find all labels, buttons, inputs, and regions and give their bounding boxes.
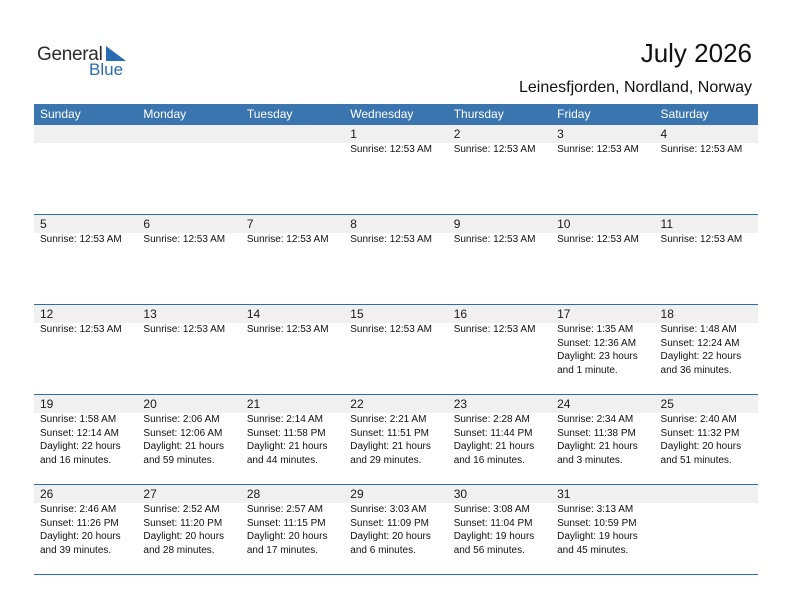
sun-info-line: and 51 minutes. bbox=[660, 454, 732, 466]
sun-info-line: Daylight: 20 hours bbox=[350, 531, 431, 542]
sun-info-line: and 16 minutes. bbox=[40, 454, 112, 466]
sun-info-line: Daylight: 21 hours bbox=[246, 441, 328, 452]
day-number: 23 bbox=[453, 397, 468, 411]
sun-info-line: Sunset: 11:04 PM bbox=[453, 517, 533, 529]
day-cell bbox=[34, 215, 137, 304]
week-row bbox=[34, 215, 758, 305]
day-cell bbox=[655, 215, 758, 304]
day-number: 16 bbox=[453, 307, 468, 321]
sun-info-line: Daylight: 23 hours bbox=[557, 351, 638, 362]
day-cell bbox=[344, 305, 447, 394]
sun-info-line: Daylight: 21 hours bbox=[350, 441, 431, 452]
sun-info-line: Sunset: 11:26 PM bbox=[40, 517, 119, 529]
weekday-wednesday: Wednesday bbox=[350, 107, 414, 121]
day-number: 22 bbox=[350, 397, 364, 411]
day-cell bbox=[137, 305, 240, 394]
sun-info-line: Sunrise: 12:53 AM bbox=[453, 324, 536, 335]
sun-info-line: Sunrise: 12:53 AM bbox=[557, 144, 639, 155]
weekday-thursday: Thursday bbox=[453, 107, 504, 121]
sun-info-line: and 29 minutes. bbox=[350, 454, 422, 466]
day-number: 8 bbox=[350, 217, 357, 231]
sun-info-line: Daylight: 19 hours bbox=[453, 531, 535, 542]
day-cell bbox=[137, 125, 240, 214]
sun-info-line: Sunrise: 2:06 AM bbox=[143, 414, 220, 425]
sun-info-line: Daylight: 21 hours bbox=[557, 441, 638, 452]
day-cell bbox=[34, 125, 137, 214]
sun-info-line: Sunrise: 1:58 AM bbox=[40, 414, 117, 425]
logo-triangle-icon bbox=[106, 46, 126, 61]
sun-info-line: Sunset: 11:20 PM bbox=[143, 517, 223, 529]
day-number: 1 bbox=[350, 127, 357, 141]
sun-info-line: Sunset: 12:06 AM bbox=[143, 427, 223, 439]
day-number: 3 bbox=[557, 127, 564, 141]
day-number: 11 bbox=[660, 217, 673, 231]
generalblue-logo bbox=[37, 44, 137, 80]
sun-info-line: Sunset: 12:24 AM bbox=[660, 337, 740, 349]
sun-info-line: Sunset: 11:15 PM bbox=[246, 517, 326, 529]
sun-info-line: Daylight: 21 hours bbox=[143, 441, 225, 452]
sun-info-line: Daylight: 22 hours bbox=[660, 351, 742, 362]
day-number: 24 bbox=[557, 397, 571, 411]
sun-info-line: Sunrise: 12:53 AM bbox=[143, 324, 226, 335]
day-number: 30 bbox=[453, 487, 468, 501]
day-cell bbox=[448, 215, 551, 304]
calendar-grid bbox=[34, 104, 758, 575]
day-cell bbox=[241, 395, 344, 484]
weekday-monday: Monday bbox=[143, 107, 187, 121]
sun-info-line: Sunrise: 12:53 AM bbox=[246, 324, 329, 335]
week-row bbox=[34, 395, 758, 485]
day-cell bbox=[241, 215, 344, 304]
day-cell bbox=[551, 125, 654, 214]
day-cell bbox=[344, 395, 447, 484]
day-number: 28 bbox=[246, 487, 261, 501]
weeks-container bbox=[34, 125, 758, 575]
sun-info-line: Sunrise: 12:53 AM bbox=[350, 234, 432, 245]
sun-info-line: Daylight: 20 hours bbox=[40, 531, 121, 542]
sun-info-line: Sunrise: 2:14 AM bbox=[246, 414, 323, 425]
day-cell bbox=[241, 125, 344, 214]
day-cell bbox=[344, 485, 447, 574]
day-cell bbox=[551, 395, 654, 484]
sun-info-line: and 16 minutes. bbox=[453, 454, 525, 466]
day-number: 25 bbox=[660, 397, 674, 411]
sun-info-line: Sunset: 11:51 PM bbox=[350, 427, 430, 439]
sun-info-line: Daylight: 19 hours bbox=[557, 531, 638, 542]
day-cell bbox=[448, 485, 551, 574]
day-cell bbox=[655, 395, 758, 484]
day-cell bbox=[137, 395, 240, 484]
sun-info-line: and 45 minutes. bbox=[557, 544, 629, 556]
day-number: 2 bbox=[453, 127, 461, 141]
logo-text-general: General bbox=[37, 44, 103, 65]
day-number: 9 bbox=[453, 217, 461, 231]
sun-info-line: Sunrise: 2:40 AM bbox=[660, 414, 737, 425]
week-row bbox=[34, 125, 758, 215]
day-cell bbox=[241, 305, 344, 394]
weekday-tuesday: Tuesday bbox=[246, 107, 293, 121]
day-cell bbox=[655, 305, 758, 394]
day-number: 4 bbox=[660, 127, 668, 141]
sun-info-line: Daylight: 20 hours bbox=[246, 531, 328, 542]
sun-info-line: and 56 minutes. bbox=[453, 544, 525, 556]
day-cell bbox=[344, 215, 447, 304]
sun-info-line: Daylight: 22 hours bbox=[40, 441, 121, 452]
sun-info-line: Sunset: 11:58 PM bbox=[246, 427, 326, 439]
day-cell bbox=[34, 305, 137, 394]
day-number: 14 bbox=[246, 307, 261, 321]
sun-info-line: and 17 minutes. bbox=[246, 544, 319, 556]
sun-info-line: Sunrise: 3:03 AM bbox=[350, 504, 427, 515]
day-cell bbox=[344, 125, 447, 214]
day-cell bbox=[448, 305, 551, 394]
day-cell bbox=[551, 485, 654, 574]
sun-info-line: Sunset: 11:38 PM bbox=[557, 427, 636, 439]
day-number: 7 bbox=[246, 217, 254, 231]
sun-info-line: and 44 minutes. bbox=[246, 454, 319, 466]
sun-info-line: Daylight: 21 hours bbox=[453, 441, 535, 452]
day-cell bbox=[551, 305, 654, 394]
sun-info-line: Sunrise: 1:35 AM bbox=[557, 324, 634, 335]
sun-info-line: Sunrise: 12:53 AM bbox=[453, 144, 536, 155]
logo-text-blue: Blue bbox=[89, 60, 124, 79]
sun-info-line: and 3 minutes. bbox=[557, 454, 623, 466]
day-number: 6 bbox=[143, 217, 151, 231]
day-number: 13 bbox=[143, 307, 157, 321]
weekday-saturday: Saturday bbox=[660, 107, 709, 121]
sun-info-line: Sunrise: 12:53 AM bbox=[40, 324, 122, 335]
sun-info-line: Sunrise: 12:53 AM bbox=[557, 234, 639, 245]
sun-info-line: Sunset: 12:14 AM bbox=[40, 427, 119, 439]
sun-info-line: Sunrise: 1:48 AM bbox=[660, 324, 737, 335]
sun-info-line: Sunrise: 3:13 AM bbox=[557, 504, 634, 515]
day-number: 21 bbox=[246, 397, 261, 411]
sun-info-line: Sunrise: 12:53 AM bbox=[350, 144, 432, 155]
sun-info-line: Sunrise: 12:53 AM bbox=[453, 234, 536, 245]
sun-info-line: Sunrise: 2:34 AM bbox=[557, 414, 634, 425]
sun-info-line: Sunrise: 2:57 AM bbox=[246, 504, 323, 515]
weekday-friday: Friday bbox=[557, 107, 591, 121]
sun-info-line: Sunrise: 12:53 AM bbox=[660, 234, 743, 245]
sun-info-line: Sunset: 11:09 PM bbox=[350, 517, 430, 529]
sun-info-line: Sunset: 11:32 PM bbox=[660, 427, 740, 439]
day-number: 29 bbox=[350, 487, 364, 501]
weekday-sunday: Sunday bbox=[40, 107, 81, 121]
day-cell bbox=[551, 215, 654, 304]
calendar-title: July 2026 bbox=[640, 38, 752, 68]
sun-info-line: Sunrise: 2:46 AM bbox=[40, 504, 117, 515]
day-cell bbox=[137, 215, 240, 304]
day-cell bbox=[34, 395, 137, 484]
sun-info-line: and 39 minutes. bbox=[40, 544, 112, 556]
sun-info-line: Sunrise: 12:53 AM bbox=[350, 324, 432, 335]
day-cell bbox=[137, 485, 240, 574]
sun-info-line: Sunrise: 12:53 AM bbox=[143, 234, 226, 245]
day-cell bbox=[448, 395, 551, 484]
sun-info-line: Sunrise: 3:08 AM bbox=[453, 504, 530, 515]
sun-info-line: Daylight: 20 hours bbox=[660, 441, 742, 452]
day-cell bbox=[655, 125, 758, 214]
sun-info-line: Daylight: 20 hours bbox=[143, 531, 225, 542]
day-cell bbox=[655, 485, 758, 574]
sun-info-line: Sunset: 11:44 PM bbox=[453, 427, 533, 439]
sun-info-line: Sunrise: 2:52 AM bbox=[143, 504, 220, 515]
day-number: 12 bbox=[40, 307, 54, 321]
day-number: 31 bbox=[557, 487, 571, 501]
sun-info-line: Sunrise: 12:53 AM bbox=[246, 234, 329, 245]
sun-info-line: and 1 minute. bbox=[557, 364, 618, 376]
day-number: 18 bbox=[660, 307, 674, 321]
sun-info-line: Sunset: 12:36 AM bbox=[557, 337, 637, 349]
day-number: 10 bbox=[557, 217, 571, 231]
day-number: 17 bbox=[557, 307, 571, 321]
day-cell bbox=[448, 125, 551, 214]
day-number: 27 bbox=[143, 487, 157, 501]
week-row bbox=[34, 305, 758, 395]
sun-info-line: and 6 minutes. bbox=[350, 544, 416, 556]
day-cell bbox=[241, 485, 344, 574]
day-number: 26 bbox=[40, 487, 54, 501]
sun-info-line: Sunrise: 12:53 AM bbox=[660, 144, 743, 155]
day-cell bbox=[34, 485, 137, 574]
sun-info-line: and 59 minutes. bbox=[143, 454, 215, 466]
sun-info-line: Sunset: 10:59 PM bbox=[557, 517, 637, 529]
sun-info-line: and 28 minutes. bbox=[143, 544, 215, 556]
sun-info-line: Sunrise: 12:53 AM bbox=[40, 234, 122, 245]
weekday-header bbox=[34, 104, 758, 125]
day-number: 15 bbox=[350, 307, 364, 321]
sun-info-line: Sunrise: 2:21 AM bbox=[350, 414, 427, 425]
day-number: 20 bbox=[143, 397, 157, 411]
sun-info-line: and 36 minutes. bbox=[660, 364, 732, 376]
sun-info-line: Sunrise: 2:28 AM bbox=[453, 414, 530, 425]
day-number: 19 bbox=[40, 397, 54, 411]
day-number: 5 bbox=[40, 217, 47, 231]
calendar-location: Leinesfjorden, Nordland, Norway bbox=[518, 79, 752, 96]
week-row bbox=[34, 485, 758, 575]
